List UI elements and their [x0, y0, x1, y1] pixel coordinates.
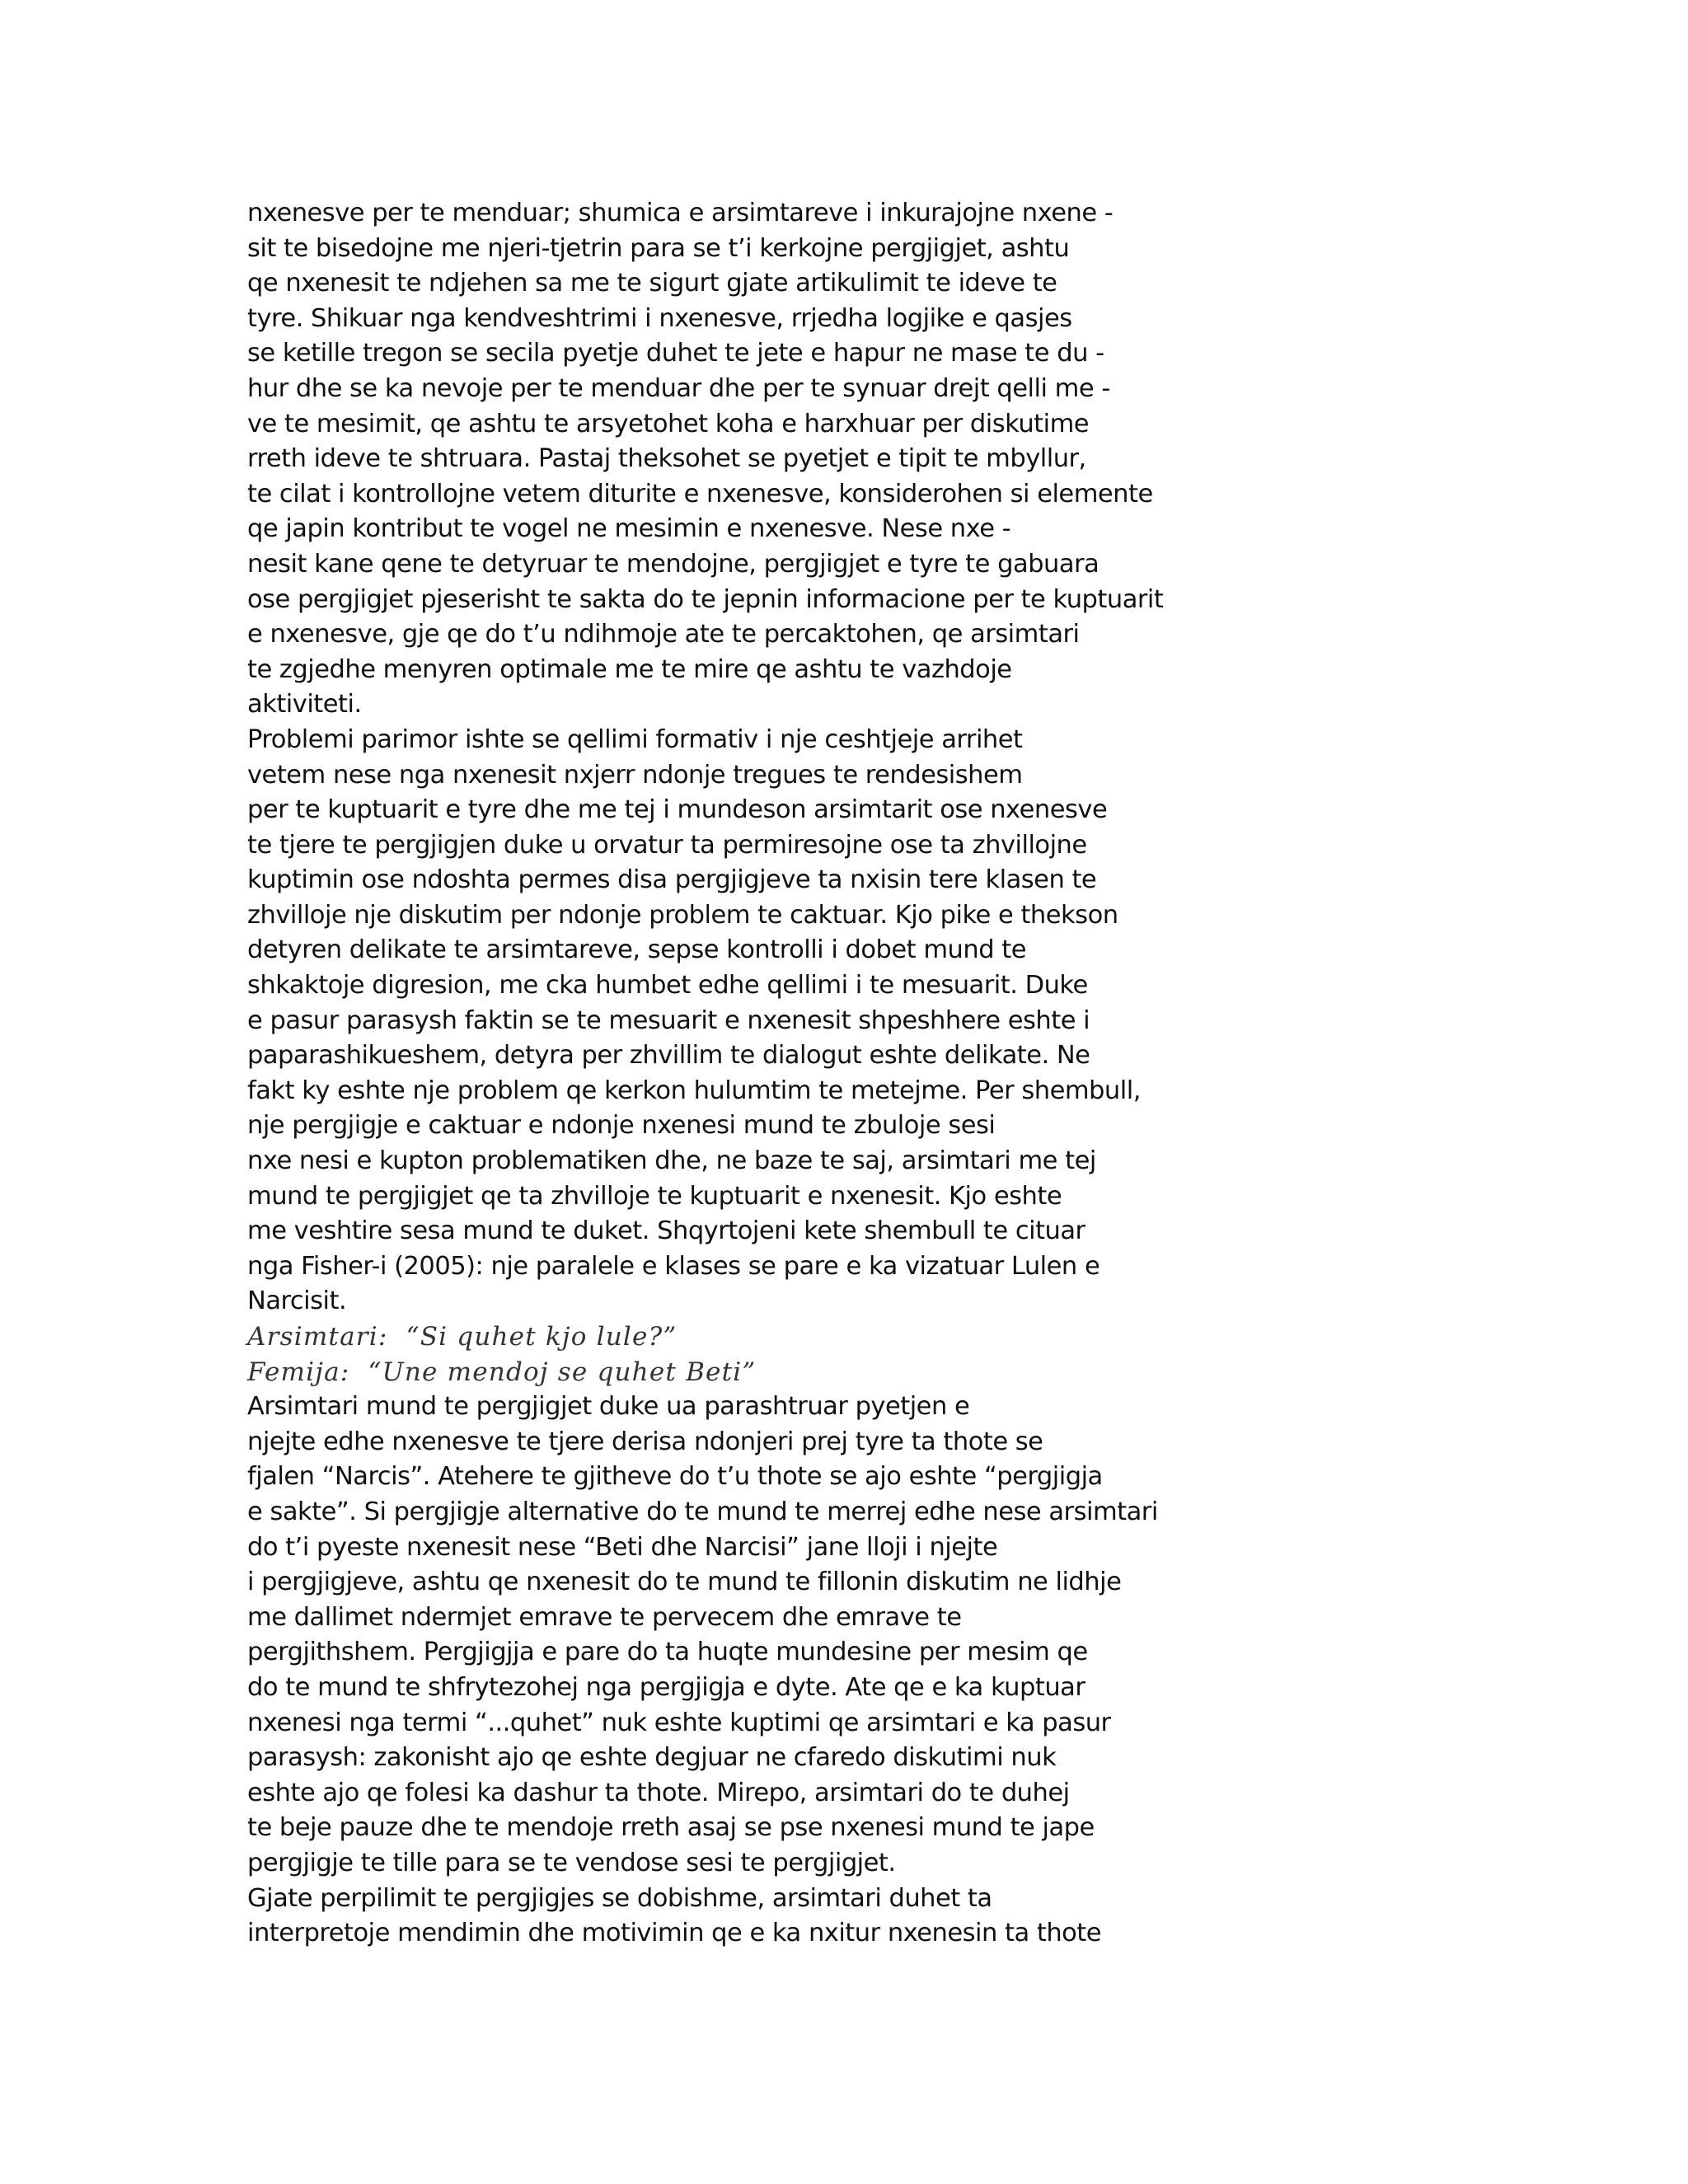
text-line: nga Fisher-i (2005): nje paralele e klases se pare e ka vizatuar Lulen e: [247, 1251, 1100, 1281]
text-line: hur dhe se ka nevoje per te menduar dhe per te synuar drejt qelli me -: [247, 373, 1110, 403]
text-line: fjalen “Narcis”. Atehere te gjitheve do t’u thote se ajo eshte “pergjigja: [247, 1462, 1103, 1492]
text-line: pergjigje te tille para se te vendose sesi te pergjigjet.: [247, 1848, 896, 1877]
text-line: e pasur parasysh faktin se te mesuarit e nxenesit shpeshhere eshte i: [247, 1005, 1090, 1035]
text-line: se ketille tregon se secila pyetje duhet te jete e hapur ne mase te du -: [247, 339, 1104, 368]
text-line: nje pergjigje e caktuar e ndonje nxenesi mund te zbuloje sesi: [247, 1111, 996, 1141]
text-line: Problemi parimor ishte se qellimi formativ i nje ceshtjeje arrihet: [247, 724, 1023, 754]
text-line: nxenesve per te menduar; shumica e arsimtareve i inkurajojne nxene -: [247, 199, 1114, 227]
text-line: zhvilloje nje diskutim per ndonje problem te caktuar. Kjo pike e thekson: [247, 900, 1118, 930]
dialog-quote: [247, 1319, 1451, 1390]
text-line: e nxenesve, gje qe do t’u ndihmoje ate te percaktohen, qe arsimtari: [247, 620, 1080, 649]
text-line: vetem nese nga nxenesit nxjerr ndonje tregues te rendesishem: [247, 760, 1023, 790]
text-line: te beje pauze dhe te mendoje rreth asaj se pse nxenesi mund te jape: [247, 1813, 1095, 1843]
text-line: i pergjigjeve, ashtu qe nxenesit do te mund te fillonin diskutim ne lidhje: [247, 1568, 1122, 1597]
text-line: do t’i pyeste nxenesit nese “Beti dhe Narcisi” jane lloji i njejte: [247, 1532, 998, 1562]
text-line: Narcisit.: [247, 1286, 347, 1316]
text-line: nxenesi nga termi “...quhet” nuk eshte kuptimi qe arsimtari e ka pasur: [247, 1708, 1111, 1737]
text-line: tyre. Shikuar nga kendveshtrimi i nxenesve, rrjedha logjike e qasjes: [247, 303, 1072, 333]
text-line: detyren delikate te arsimtareve, sepse kontrolli i dobet mund te: [247, 935, 1026, 965]
text-line: parasysh: zakonisht ajo qe eshte degjuar ne cfaredo diskutimi nuk: [247, 1743, 1057, 1773]
dialog-line-teacher: Arsimtari: “Si quhet kjo lule?”: [247, 1322, 678, 1352]
text-line: te tjere te pergjigjen duke u orvatur ta permiresojne ose ta zhvillojne: [247, 830, 1087, 860]
text-line: njejte edhe nxenesve te tjere derisa ndonjeri prej tyre ta thote se: [247, 1427, 1043, 1456]
text-line: pergjithshem. Pergjigjja e pare do ta huqte mundesine per mesim qe: [247, 1638, 1088, 1667]
text-line: te zgjedhe menyren optimale me te mire qe ashtu te vazhdoje: [247, 654, 1012, 684]
text-line: do te mund te shfrytezohej nga pergjigja e dyte. Ate qe e ka kuptuar: [247, 1672, 1085, 1702]
text-line: Arsimtari mund te pergjigjet duke ua parashtruar pyetjen e: [247, 1392, 970, 1422]
paragraph-group-top: [247, 196, 1451, 1319]
text-line: nxe nesi e kupton problematiken dhe, ne baze te saj, arsimtari me tej: [247, 1146, 1096, 1176]
text-line: sit te bisedojne me njeri-tjetrin para se t’i kerkojne pergjigjet, ashtu: [247, 233, 1070, 263]
text-line: me dallimet ndermjet emrave te pervecem dhe emrave te: [247, 1602, 962, 1632]
text-line: qe nxenesit te ndjehen sa me te sigurt gjate artikulimit te ideve te: [247, 269, 1057, 298]
text-line: nesit kane qene te detyruar te mendojne, pergjigjet e tyre te gabuara: [247, 549, 1100, 579]
paragraph-group-bottom: [247, 1390, 1451, 1952]
body-text: [247, 196, 1451, 1952]
text-line: e sakte”. Si pergjigje alternative do te mund te merrej edhe nese arsimtari: [247, 1497, 1158, 1526]
text-line: mund te pergjigjet qe ta zhvilloje te kuptuarit e nxenesit. Kjo eshte: [247, 1181, 1062, 1211]
text-line: eshte ajo qe folesi ka dashur ta thote. Mirepo, arsimtari do te duhej: [247, 1778, 1070, 1807]
text-line: ose pergjigjet pjeserisht te sakta do te jepnin informacione per te kuptuarit: [247, 584, 1164, 614]
text-line: shkaktoje digresion, me cka humbet edhe qellimi i te mesuarit. Duke: [247, 971, 1088, 1001]
text-line: paparashikueshem, detyra per zhvillim te dialogut eshte delikate. Ne: [247, 1041, 1090, 1071]
text-line: me veshtire sesa mund te duket. Shqyrtojeni kete shembull te cituar: [247, 1216, 1085, 1246]
text-line: per te kuptuarit e tyre dhe me tej i mundeson arsimtarit ose nxenesve: [247, 795, 1108, 825]
text-line: interpretoje mendimin dhe motivimin qe e ka nxitur nxenesin ta thote: [247, 1919, 1102, 1948]
text-line: qe japin kontribut te vogel ne mesimin e nxenesve. Nese nxe -: [247, 514, 1011, 544]
dialog-line-child: Femija: “Une mendoj se quhet Beti”: [247, 1357, 757, 1387]
text-line: fakt ky eshte nje problem qe kerkon hulumtim te metejme. Per shembull,: [247, 1076, 1141, 1105]
text-line: rreth ideve te shtruara. Pastaj theksohet se pyetjet e tipit te mbyllur,: [247, 444, 1086, 474]
text-line: te cilat i kontrollojne vetem diturite e nxenesve, konsiderohen si elemente: [247, 479, 1153, 509]
text-line: Gjate perpilimit te pergjigjes se dobishme, arsimtari duhet ta: [247, 1883, 992, 1913]
text-line: aktiviteti.: [247, 690, 362, 719]
text-line: kuptimin ose ndoshta permes disa pergjigjeve ta nxisin tere klasen te: [247, 865, 1097, 895]
text-line: ve te mesimit, qe ashtu te arsyetohet koha e harxhuar per diskutime: [247, 409, 1090, 438]
